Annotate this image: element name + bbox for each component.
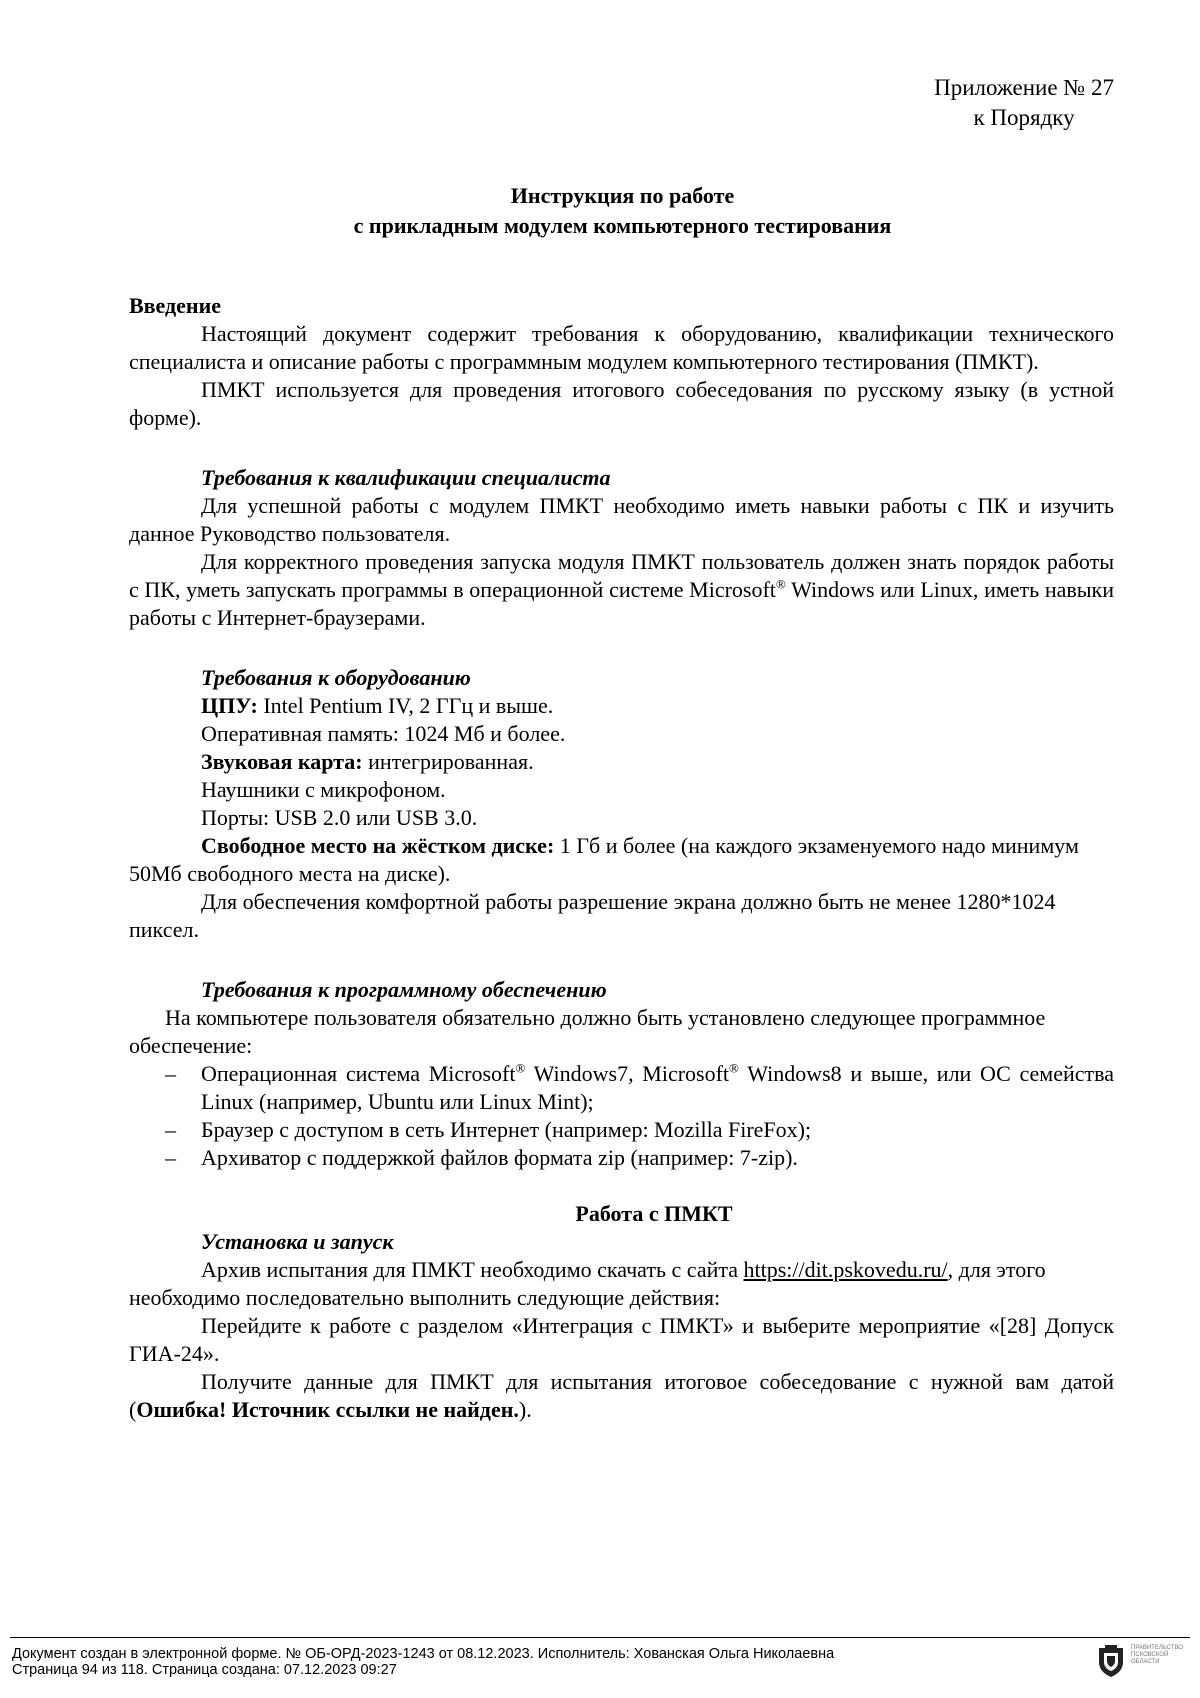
software-list xyxy=(129,1060,1114,1172)
install-paragraph-1: Архив испытания для ПМКТ необходимо скачать с сайта https://dit.pskovedu.ru/, для этого необходимо последовательно выполнить следующие действия: xyxy=(129,1257,1046,1310)
intro-paragraph-1: Настоящий документ содержит требования к оборудованию, квалификации технического специалиста и описание работы с программным модулем компьютерного тестирования (ПМКТ). xyxy=(129,321,1114,374)
hardware-cpu: ЦПУ: Intel Pentium IV, 2 ГГц и выше. xyxy=(201,693,554,718)
work-heading: Работа с ПМКТ xyxy=(575,1201,733,1226)
document-body xyxy=(129,292,1114,1424)
appendix-reference: к Порядку xyxy=(973,105,1075,130)
coat-of-arms-icon xyxy=(1096,1644,1126,1678)
appendix-number: Приложение № 27 xyxy=(934,75,1114,100)
footer-line-1: Документ создан в электронной форме. № ОБ-ОРД-2023-1243 от 08.12.2023. Исполнитель: Хованская Ольга Николаевна xyxy=(12,1646,835,1662)
emblem-caption: ПРАВИТЕЛЬСТВО ПСКОВСКОЙ ОБЛАСТИ xyxy=(1131,1645,1183,1665)
software-item-archiver: – Архиватор с поддержкой файлов формата zip (например: 7-zip). xyxy=(129,1144,1114,1172)
hardware-heading: Требования к оборудованию xyxy=(201,665,471,690)
qualification-paragraph-1: Для успешной работы с модулем ПМКТ необходимо иметь навыки работы с ПК и изучить данное Руководство пользователя. xyxy=(129,493,1114,546)
install-paragraph-2: Перейдите к работе с разделом «Интеграция с ПМКТ» и выберите мероприятие «[28] Допуск ГИА-24». xyxy=(129,1313,1114,1366)
software-heading: Требования к программному обеспечению xyxy=(201,977,607,1002)
title-line-2: с прикладным модулем компьютерного тестирования xyxy=(353,213,892,238)
footer xyxy=(12,1646,834,1678)
footer-line-2: Страница 94 из 118. Страница создана: 07.12.2023 09:27 xyxy=(12,1662,397,1678)
qualification-heading: Требования к квалификации специалиста xyxy=(201,465,611,490)
broken-reference: Ошибка! Источник ссылки не найден. xyxy=(136,1397,519,1422)
software-item-browser: – Браузер с доступом в сеть Интернет (например: Mozilla FireFox); xyxy=(129,1116,1114,1144)
hardware-ram: Оперативная память: 1024 Мб и более. xyxy=(201,721,566,746)
hardware-headset: Наушники с микрофоном. xyxy=(201,777,446,802)
appendix-label xyxy=(934,73,1114,133)
intro-heading: Введение xyxy=(129,293,222,318)
document-title xyxy=(0,181,1200,241)
qualification-paragraph-2: Для корректного проведения запуска модуля ПМКТ пользователь должен знать порядок работы с ПК, уметь запускать программы в операционной системе Microsoft® Windows или Linux, иметь навыки работы с Интернет-браузерами. xyxy=(129,549,1115,630)
hardware-ports: Порты: USB 2.0 или USB 3.0. xyxy=(201,805,478,830)
hardware-disk: Свободное место на жёстком диске: 1 Гб и более (на каждого экзаменуемого надо минимум 50Мб свободного места на диске). xyxy=(129,833,1079,886)
pskovedu-link[interactable]: https://dit.pskovedu.ru/ xyxy=(743,1257,948,1282)
software-intro: На компьютере пользователя обязательно должно быть установлено следующее программное обеспечение: xyxy=(129,1005,1046,1058)
install-subheading: Установка и запуск xyxy=(201,1229,394,1254)
hardware-screen: Для обеспечения комфортной работы разрешение экрана должно быть не менее 1280*1024 пиксел. xyxy=(129,889,1056,942)
title-line-1: Инструкция по работе xyxy=(510,183,735,208)
software-item-os: – Операционная система Microsoft® Windows7, Microsoft® Windows8 и выше, или ОС семейства Linux (например, Ubuntu или Linux Mint); xyxy=(129,1060,1114,1116)
intro-paragraph-2: ПМКТ используется для проведения итогового собеседования по русскому языку (в устной форме). xyxy=(129,377,1114,430)
install-paragraph-3: Получите данные для ПМКТ для испытания итоговое собеседование с нужной вам датой (Ошибка! Источник ссылки не найден.). xyxy=(129,1369,1114,1422)
footer-divider xyxy=(10,1637,1190,1638)
registered-mark: ® xyxy=(775,576,786,592)
hardware-sound: Звуковая карта: интегрированная. xyxy=(201,749,534,774)
